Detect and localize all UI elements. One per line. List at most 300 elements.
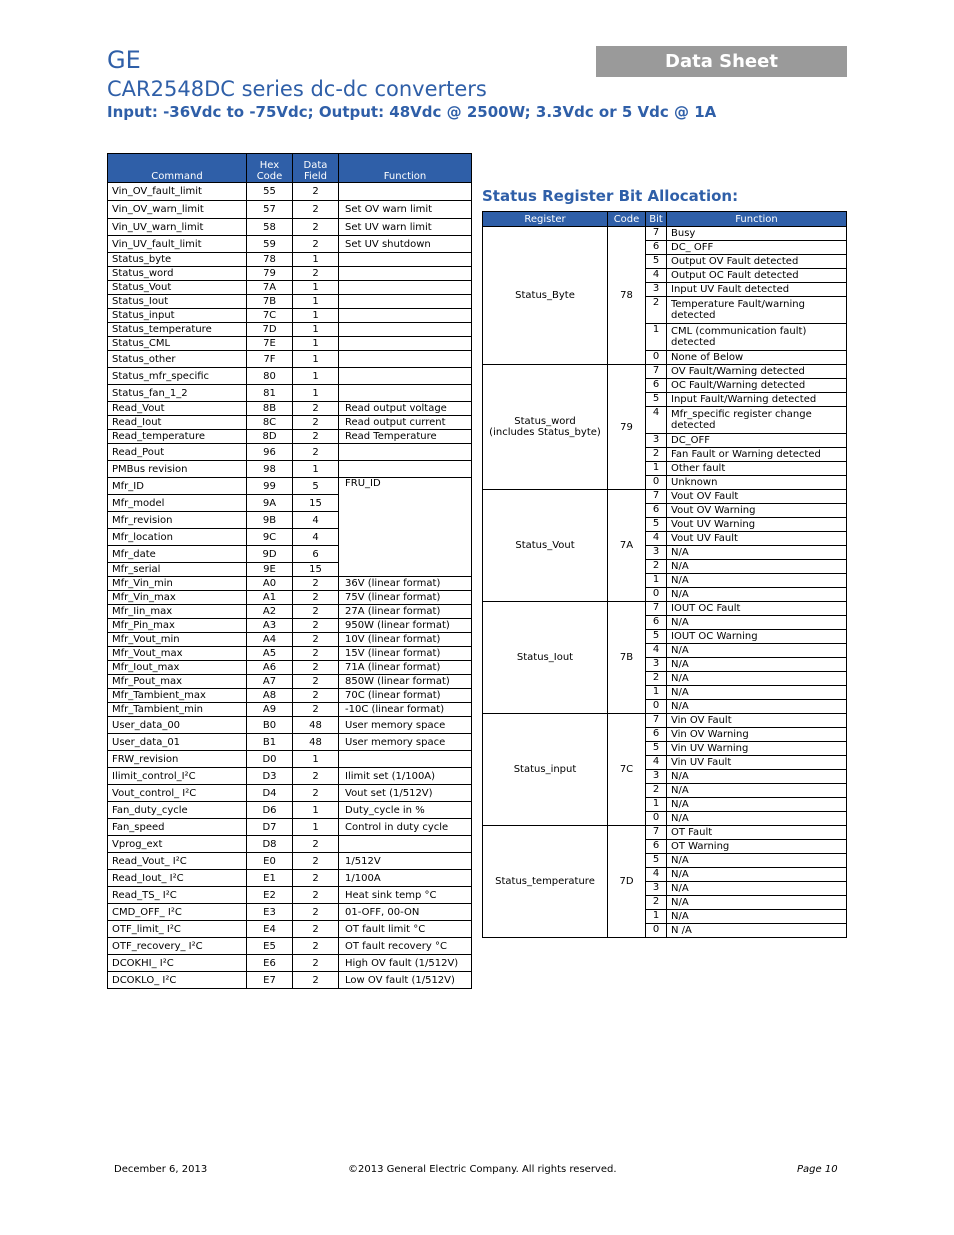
- function-cell: Output OC Fault detected: [667, 269, 847, 283]
- function-cell: N/A: [667, 896, 847, 910]
- function-cell: 950W (linear format): [339, 619, 472, 633]
- status-row: [483, 826, 847, 840]
- register-cell: Status_input: [483, 714, 608, 826]
- command-cell: OTF_recovery_ I²C: [108, 938, 247, 955]
- function-cell: N/A: [667, 700, 847, 714]
- function-cell: Read Temperature: [339, 430, 472, 444]
- hex-code-cell: A3: [247, 619, 293, 633]
- function-cell: N/A: [667, 798, 847, 812]
- data-field-cell: 2: [293, 921, 339, 938]
- table-row: [108, 870, 472, 887]
- column-header: Function: [339, 154, 472, 183]
- function-cell: [339, 309, 472, 323]
- function-cell: [339, 281, 472, 295]
- command-cell: Status_other: [108, 351, 247, 368]
- function-cell: [339, 295, 472, 309]
- bit-cell: 5: [646, 393, 667, 407]
- hex-code-cell: 58: [247, 219, 293, 236]
- command-cell: Mfr_Tambient_min: [108, 703, 247, 717]
- function-cell: OC Fault/Warning detected: [667, 379, 847, 393]
- status-row: [483, 602, 847, 616]
- function-cell: 36V (linear format): [339, 577, 472, 591]
- command-cell: Mfr_ID: [108, 478, 247, 495]
- function-cell: N/A: [667, 658, 847, 672]
- table-row: [108, 577, 472, 591]
- command-cell: Vin_UV_fault_limit: [108, 236, 247, 253]
- data-field-cell: 1: [293, 309, 339, 323]
- bit-cell: 3: [646, 658, 667, 672]
- hex-code-cell: B0: [247, 717, 293, 734]
- command-cell: Vout_control_ I²C: [108, 785, 247, 802]
- function-cell: User memory space: [339, 717, 472, 734]
- data-field-cell: 2: [293, 870, 339, 887]
- function-cell: N/A: [667, 882, 847, 896]
- function-cell: N/A: [667, 854, 847, 868]
- hex-code-cell: 8C: [247, 416, 293, 430]
- bit-cell: 3: [646, 434, 667, 448]
- function-cell: N/A: [667, 574, 847, 588]
- table-row: [108, 323, 472, 337]
- hex-code-cell: A8: [247, 689, 293, 703]
- hex-code-cell: D6: [247, 802, 293, 819]
- hex-code-cell: B1: [247, 734, 293, 751]
- function-cell: [339, 751, 472, 768]
- function-cell: N/A: [667, 812, 847, 826]
- function-cell: Vout set (1/512V): [339, 785, 472, 802]
- bit-cell: 4: [646, 644, 667, 658]
- status-row: [483, 714, 847, 728]
- table-row: [108, 385, 472, 402]
- data-field-cell: 2: [293, 768, 339, 785]
- command-cell: Status_CML: [108, 337, 247, 351]
- data-field-cell: 2: [293, 444, 339, 461]
- table-row: [108, 904, 472, 921]
- table-row: [108, 430, 472, 444]
- table-row: [108, 785, 472, 802]
- bit-cell: 0: [646, 351, 667, 365]
- register-cell: Status_Byte: [483, 227, 608, 365]
- command-cell: Vin_OV_fault_limit: [108, 183, 247, 201]
- bit-cell: 5: [646, 518, 667, 532]
- hex-code-cell: 79: [247, 267, 293, 281]
- function-cell: Vout UV Fault: [667, 532, 847, 546]
- code-cell: 79: [608, 365, 646, 490]
- data-field-cell: 4: [293, 529, 339, 546]
- command-cell: Mfr_serial: [108, 563, 247, 577]
- bit-cell: 6: [646, 728, 667, 742]
- table-row: [108, 183, 472, 201]
- hex-code-cell: E2: [247, 887, 293, 904]
- table-row: [108, 201, 472, 219]
- function-cell: Output OV Fault detected: [667, 255, 847, 269]
- command-cell: Read_Iout_ I²C: [108, 870, 247, 887]
- function-cell: [339, 267, 472, 281]
- hex-code-cell: E7: [247, 972, 293, 989]
- function-cell: Vin UV Fault: [667, 756, 847, 770]
- table-row: [108, 267, 472, 281]
- data-field-cell: 1: [293, 253, 339, 267]
- function-cell: 1/512V: [339, 853, 472, 870]
- hex-code-cell: 7E: [247, 337, 293, 351]
- function-cell: Set OV warn limit: [339, 201, 472, 219]
- bit-cell: 5: [646, 255, 667, 269]
- function-cell: OT Fault: [667, 826, 847, 840]
- table-row: [108, 368, 472, 385]
- hex-code-cell: A2: [247, 605, 293, 619]
- hex-code-cell: 9D: [247, 546, 293, 563]
- function-cell: N/A: [667, 546, 847, 560]
- bit-cell: 2: [646, 448, 667, 462]
- status-row: [483, 227, 847, 241]
- hex-code-cell: 8D: [247, 430, 293, 444]
- table-row: [108, 661, 472, 675]
- data-field-cell: 2: [293, 183, 339, 201]
- function-cell: Vout OV Fault: [667, 490, 847, 504]
- bit-cell: 2: [646, 297, 667, 324]
- function-cell: OT fault recovery °C: [339, 938, 472, 955]
- function-cell: 75V (linear format): [339, 591, 472, 605]
- hex-code-cell: A6: [247, 661, 293, 675]
- data-field-cell: 2: [293, 647, 339, 661]
- table-row: [108, 295, 472, 309]
- hex-code-cell: D8: [247, 836, 293, 853]
- data-field-cell: 1: [293, 323, 339, 337]
- function-cell: 01-OFF, 00-ON: [339, 904, 472, 921]
- table-row: [108, 675, 472, 689]
- column-header: Register: [483, 212, 608, 227]
- table-row: [108, 836, 472, 853]
- command-cell: Status_byte: [108, 253, 247, 267]
- command-cell: Mfr_location: [108, 529, 247, 546]
- command-cell: Read_TS_ I²C: [108, 887, 247, 904]
- function-cell: Mfr_specific register change detected: [667, 407, 847, 434]
- hex-code-cell: E3: [247, 904, 293, 921]
- datasheet-badge: Data Sheet: [596, 46, 847, 77]
- command-cell: Mfr_Vin_min: [108, 577, 247, 591]
- bit-cell: 5: [646, 630, 667, 644]
- function-cell: CML (communication fault) detected: [667, 324, 847, 351]
- bit-cell: 7: [646, 227, 667, 241]
- data-field-cell: 2: [293, 972, 339, 989]
- table-row: [108, 402, 472, 416]
- table-row: [108, 734, 472, 751]
- bit-cell: 4: [646, 756, 667, 770]
- bit-cell: 1: [646, 910, 667, 924]
- data-field-cell: 48: [293, 717, 339, 734]
- status-register-title: Status Register Bit Allocation:: [482, 187, 739, 205]
- function-cell: [339, 337, 472, 351]
- bit-cell: 2: [646, 560, 667, 574]
- hex-code-cell: 9C: [247, 529, 293, 546]
- command-cell: CMD_OFF_ I²C: [108, 904, 247, 921]
- command-cell: Status_Vout: [108, 281, 247, 295]
- table-row: [108, 605, 472, 619]
- bit-cell: 7: [646, 714, 667, 728]
- data-field-cell: 2: [293, 853, 339, 870]
- function-cell: User memory space: [339, 734, 472, 751]
- hex-code-cell: E6: [247, 955, 293, 972]
- hex-code-cell: 9A: [247, 495, 293, 512]
- column-header: Bit: [646, 212, 667, 227]
- data-field-cell: 1: [293, 295, 339, 309]
- function-cell: [339, 368, 472, 385]
- hex-code-cell: D4: [247, 785, 293, 802]
- bit-cell: 5: [646, 742, 667, 756]
- bit-cell: 0: [646, 588, 667, 602]
- bit-cell: 4: [646, 407, 667, 434]
- data-field-cell: 2: [293, 633, 339, 647]
- table-row: [108, 253, 472, 267]
- function-cell: [339, 323, 472, 337]
- bit-cell: 3: [646, 283, 667, 297]
- bit-cell: 6: [646, 379, 667, 393]
- command-cell: Mfr_Vout_max: [108, 647, 247, 661]
- data-field-cell: 2: [293, 675, 339, 689]
- data-field-cell: 2: [293, 402, 339, 416]
- command-cell: OTF_limit_ I²C: [108, 921, 247, 938]
- hex-code-cell: 98: [247, 461, 293, 478]
- bit-cell: 1: [646, 798, 667, 812]
- footer-page: Page 10: [797, 1164, 838, 1175]
- function-cell: 71A (linear format): [339, 661, 472, 675]
- hex-code-cell: A4: [247, 633, 293, 647]
- hex-code-cell: 8B: [247, 402, 293, 416]
- command-table: [107, 153, 472, 989]
- column-header: Function: [667, 212, 847, 227]
- command-cell: Status_input: [108, 309, 247, 323]
- hex-code-cell: 7B: [247, 295, 293, 309]
- command-cell: Status_mfr_specific: [108, 368, 247, 385]
- command-cell: Fan_duty_cycle: [108, 802, 247, 819]
- function-cell: Fan Fault or Warning detected: [667, 448, 847, 462]
- function-cell: IOUT OC Fault: [667, 602, 847, 616]
- bit-cell: 4: [646, 868, 667, 882]
- hex-code-cell: 9B: [247, 512, 293, 529]
- page-subtitle: Input: -36Vdc to -75Vdc; Output: 48Vdc @ 2500W; 3.3Vdc or 5 Vdc @ 1A: [107, 103, 717, 121]
- bit-cell: 5: [646, 854, 667, 868]
- function-cell: [339, 351, 472, 368]
- register-cell: Status_word (includes Status_byte): [483, 365, 608, 490]
- data-field-cell: 2: [293, 416, 339, 430]
- bit-cell: 7: [646, 365, 667, 379]
- table-row: [108, 337, 472, 351]
- function-cell: N/A: [667, 686, 847, 700]
- column-header: Code: [608, 212, 646, 227]
- data-field-cell: 1: [293, 819, 339, 836]
- table-row: [108, 938, 472, 955]
- table-row: [108, 633, 472, 647]
- command-cell: Fan_speed: [108, 819, 247, 836]
- function-cell: Set UV shutdown: [339, 236, 472, 253]
- data-field-cell: 2: [293, 430, 339, 444]
- command-cell: Mfr_Iin_max: [108, 605, 247, 619]
- data-field-cell: 1: [293, 751, 339, 768]
- hex-code-cell: 80: [247, 368, 293, 385]
- data-field-cell: 2: [293, 619, 339, 633]
- data-field-cell: 2: [293, 887, 339, 904]
- command-cell: Mfr_Tambient_max: [108, 689, 247, 703]
- command-cell: Mfr_date: [108, 546, 247, 563]
- command-cell: DCOKHI_ I²C: [108, 955, 247, 972]
- hex-code-cell: A5: [247, 647, 293, 661]
- footer-date: December 6, 2013: [114, 1164, 208, 1175]
- command-cell: Read_Iout: [108, 416, 247, 430]
- function-cell: Ilimit set (1/100A): [339, 768, 472, 785]
- hex-code-cell: 9E: [247, 563, 293, 577]
- function-cell: OT Warning: [667, 840, 847, 854]
- table-row: [108, 802, 472, 819]
- hex-code-cell: 96: [247, 444, 293, 461]
- data-field-cell: 2: [293, 577, 339, 591]
- data-field-cell: 1: [293, 385, 339, 402]
- command-cell: Ilimit_control_I²C: [108, 768, 247, 785]
- data-field-cell: 5: [293, 478, 339, 495]
- function-cell: [339, 444, 472, 461]
- command-cell: Status_temperature: [108, 323, 247, 337]
- bit-cell: 6: [646, 840, 667, 854]
- function-cell: OT fault limit °C: [339, 921, 472, 938]
- command-cell: Mfr_model: [108, 495, 247, 512]
- data-field-cell: 1: [293, 281, 339, 295]
- register-cell: Status_temperature: [483, 826, 608, 938]
- bit-cell: 1: [646, 462, 667, 476]
- bit-cell: 6: [646, 241, 667, 255]
- command-cell: Mfr_Iout_max: [108, 661, 247, 675]
- table-row: [108, 853, 472, 870]
- function-cell: Input Fault/Warning detected: [667, 393, 847, 407]
- data-field-cell: 6: [293, 546, 339, 563]
- data-field-cell: 2: [293, 605, 339, 619]
- function-cell: -10C (linear format): [339, 703, 472, 717]
- data-field-cell: 1: [293, 802, 339, 819]
- function-cell: [339, 183, 472, 201]
- hex-code-cell: E4: [247, 921, 293, 938]
- status-row: [483, 490, 847, 504]
- code-cell: 7A: [608, 490, 646, 602]
- table-row: [108, 717, 472, 734]
- function-cell: 1/100A: [339, 870, 472, 887]
- function-cell: Duty_cycle in %: [339, 802, 472, 819]
- bit-cell: 3: [646, 882, 667, 896]
- table-row: [108, 768, 472, 785]
- function-cell: OV Fault/Warning detected: [667, 365, 847, 379]
- hex-code-cell: 57: [247, 201, 293, 219]
- command-cell: FRW_revision: [108, 751, 247, 768]
- data-field-cell: 1: [293, 461, 339, 478]
- code-cell: 7D: [608, 826, 646, 938]
- function-cell: [339, 253, 472, 267]
- bit-cell: 4: [646, 269, 667, 283]
- function-cell: Vout UV Warning: [667, 518, 847, 532]
- table-row: [108, 461, 472, 478]
- function-cell: N/A: [667, 910, 847, 924]
- command-cell: Mfr_revision: [108, 512, 247, 529]
- hex-code-cell: A7: [247, 675, 293, 689]
- hex-code-cell: D7: [247, 819, 293, 836]
- command-cell: Read_Pout: [108, 444, 247, 461]
- function-cell: 10V (linear format): [339, 633, 472, 647]
- hex-code-cell: 81: [247, 385, 293, 402]
- function-cell: 850W (linear format): [339, 675, 472, 689]
- function-cell: Low OV fault (1/512V): [339, 972, 472, 989]
- hex-code-cell: E0: [247, 853, 293, 870]
- column-header: Data Field: [293, 154, 339, 183]
- hex-code-cell: A1: [247, 591, 293, 605]
- command-cell: User_data_00: [108, 717, 247, 734]
- status-register-table: [482, 211, 847, 938]
- column-header: Hex Code: [247, 154, 293, 183]
- data-field-cell: 2: [293, 236, 339, 253]
- function-cell: [339, 385, 472, 402]
- function-cell: Read output voltage: [339, 402, 472, 416]
- bit-cell: 2: [646, 784, 667, 798]
- status-row: [483, 365, 847, 379]
- code-cell: 7B: [608, 602, 646, 714]
- hex-code-cell: 7D: [247, 323, 293, 337]
- data-field-cell: 4: [293, 512, 339, 529]
- table-row: [108, 689, 472, 703]
- bit-cell: 6: [646, 616, 667, 630]
- hex-code-cell: 7A: [247, 281, 293, 295]
- column-header: Command: [108, 154, 247, 183]
- data-field-cell: 48: [293, 734, 339, 751]
- table-row: [108, 444, 472, 461]
- bit-cell: 6: [646, 504, 667, 518]
- function-cell: N/A: [667, 784, 847, 798]
- table-row: [108, 647, 472, 661]
- function-cell: 27A (linear format): [339, 605, 472, 619]
- function-cell: N/A: [667, 868, 847, 882]
- bit-cell: 1: [646, 324, 667, 351]
- table-row: [108, 478, 472, 495]
- data-field-cell: 2: [293, 904, 339, 921]
- hex-code-cell: A0: [247, 577, 293, 591]
- function-cell: N/A: [667, 672, 847, 686]
- table-row: [108, 972, 472, 989]
- function-cell: N/A: [667, 644, 847, 658]
- function-cell: DC_OFF: [667, 434, 847, 448]
- hex-code-cell: 78: [247, 253, 293, 267]
- function-cell: Set UV warn limit: [339, 219, 472, 236]
- command-cell: Mfr_Vout_min: [108, 633, 247, 647]
- table-row: [108, 281, 472, 295]
- bit-cell: 1: [646, 574, 667, 588]
- command-cell: Read_Vout_ I²C: [108, 853, 247, 870]
- table-row: [108, 236, 472, 253]
- function-cell: N/A: [667, 560, 847, 574]
- command-cell: Status_word: [108, 267, 247, 281]
- table-row: [108, 619, 472, 633]
- command-cell: Vin_UV_warn_limit: [108, 219, 247, 236]
- function-cell: Vin UV Warning: [667, 742, 847, 756]
- data-field-cell: 2: [293, 219, 339, 236]
- function-cell: Vin OV Warning: [667, 728, 847, 742]
- hex-code-cell: E1: [247, 870, 293, 887]
- bit-cell: 4: [646, 532, 667, 546]
- function-cell: IOUT OC Warning: [667, 630, 847, 644]
- data-field-cell: 2: [293, 955, 339, 972]
- data-field-cell: 2: [293, 836, 339, 853]
- page-title: CAR2548DC series dc-dc converters: [107, 77, 487, 101]
- command-cell: User_data_01: [108, 734, 247, 751]
- bit-cell: 7: [646, 602, 667, 616]
- function-cell: Vout OV Warning: [667, 504, 847, 518]
- function-cell: 15V (linear format): [339, 647, 472, 661]
- function-cell: None of Below: [667, 351, 847, 365]
- hex-code-cell: 59: [247, 236, 293, 253]
- data-field-cell: 2: [293, 689, 339, 703]
- bit-cell: 0: [646, 924, 667, 938]
